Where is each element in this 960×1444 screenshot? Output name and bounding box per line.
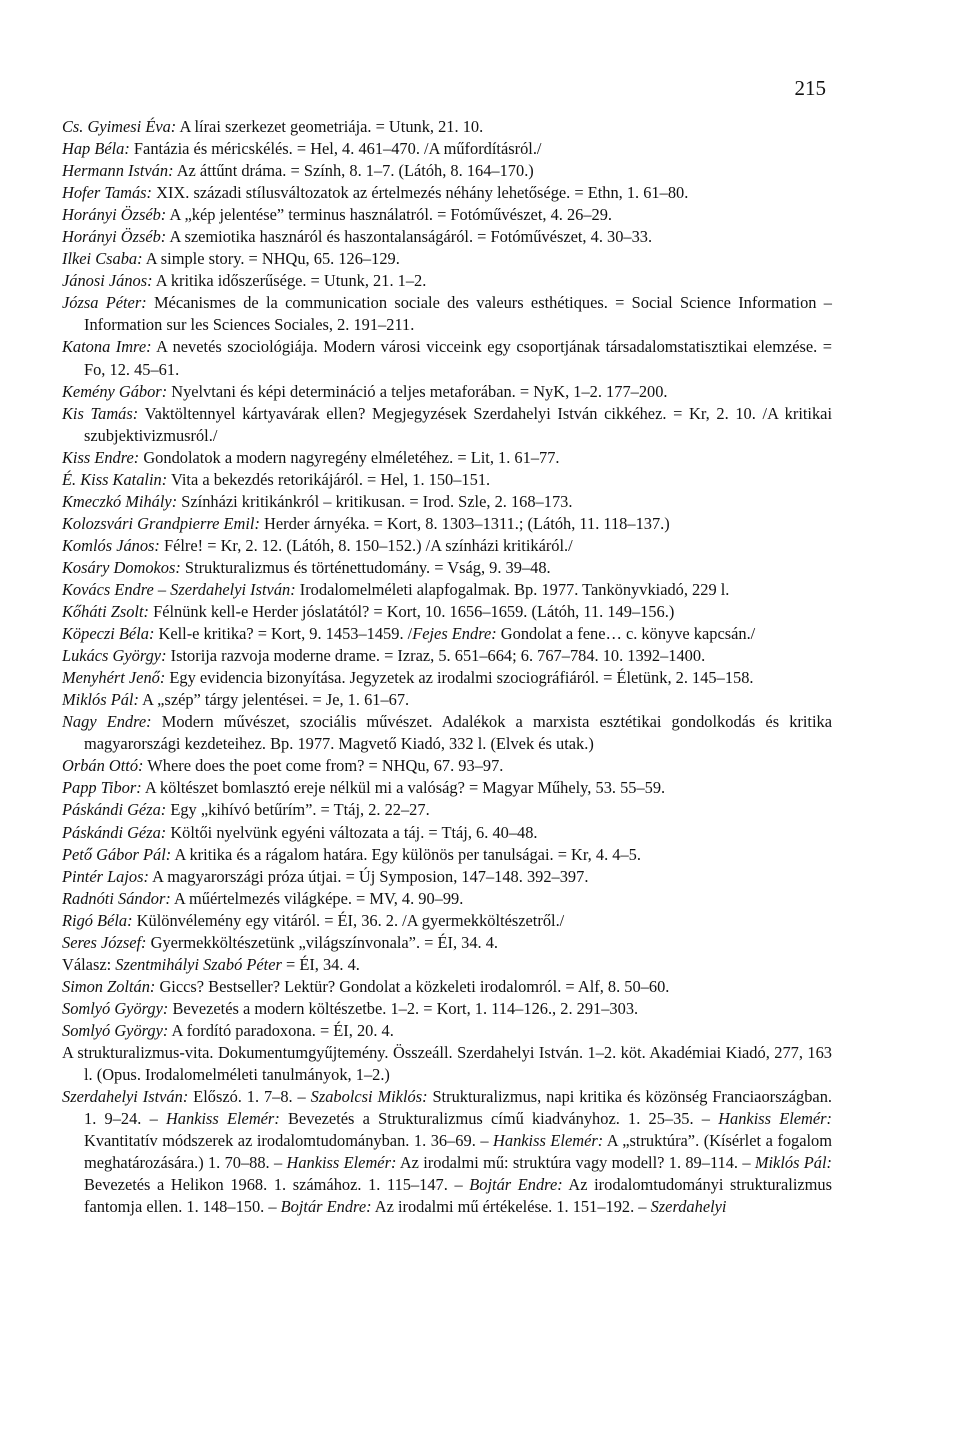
entry-author: Józsa Péter: — [62, 293, 147, 313]
bibliography-entry — [62, 160, 832, 182]
entry-text: Félre! = Kr, 2. 12. (Látóh, 8. 150–152.) /A színházi kritikáról./ — [159, 535, 573, 555]
entry-author: Szentmihályi Szabó Péter — [115, 954, 282, 974]
bibliography-entry — [62, 1020, 832, 1042]
entry-text: A simple story. = NHQu, 65. 126–129. — [142, 249, 400, 269]
entry-text: Bevezetés a Strukturalizmus című kiadványhoz. 1. 25–35. – — [279, 1109, 719, 1129]
entry-text: A költészet bomlasztó ereje nélkül mi a valóság? = Magyar Műhely, 53. 55–59. — [141, 778, 666, 798]
entry-text: Egy „kihívó betűrím”. = Ttáj, 2. 22–27. — [166, 800, 430, 820]
entry-author: Kosáry Domokos: — [62, 557, 181, 577]
entry-text: Giccs? Bestseller? Lektür? Gondolat a közkeleti irodalomról. = Alf, 8. 50–60. — [155, 976, 670, 996]
entry-author: Kis Tamás: — [62, 403, 139, 423]
entry-text: Vita a bekezdés retorikájáról. = Hel, 1. 150–151. — [167, 469, 491, 489]
bibliography-entry — [62, 844, 832, 866]
entry-author: Hankiss Elemér: — [718, 1109, 832, 1129]
entry-author: Páskándi Géza: — [62, 822, 167, 842]
entry-author: Rigó Béla: — [62, 910, 133, 930]
entry-author: Miklós Pál: — [62, 690, 139, 710]
entry-text: Mécanismes de la communication sociale des valeurs esthétiques. = Social Science Information – Information sur les Sciences Sociales, 2. 191–211. — [84, 293, 832, 335]
entry-author: Katona Imre: — [62, 337, 152, 357]
entry-text: A műértelmezés világképe. = MV, 4. 90–99. — [170, 888, 464, 908]
entry-text: Kvantitatív módszerek az irodalomtudományban. 1. 36–69. – — [84, 1131, 494, 1151]
bibliography-entry — [62, 270, 832, 292]
entry-author: Kovács Endre – Szerdahelyi István: — [62, 579, 296, 599]
bibliography-entry — [62, 799, 832, 821]
entry-author: Jánosi János: — [62, 271, 153, 291]
entry-text: Költői nyelvünk egyéni változata a táj. = Ttáj, 6. 40–48. — [166, 822, 538, 842]
entry-author: Hankiss Elemér: — [493, 1131, 604, 1151]
entry-author: Horányi Özséb: — [62, 205, 167, 225]
entry-author: Orbán Ottó: — [62, 756, 144, 776]
entry-text: Különvélemény egy vitáról. = ÉI, 36. 2. /A gyermekköltészetről./ — [132, 910, 565, 930]
entry-author: Szabolcsi Miklós: — [310, 1087, 428, 1107]
entry-author: Kemény Gábor: — [62, 381, 168, 401]
entry-author: Menyhért Jenő: — [62, 668, 166, 688]
bibliography-entry — [62, 403, 832, 447]
bibliography-entry — [62, 336, 832, 380]
entry-text: A „szép” tárgy jelentései. = Je, 1. 61–67. — [138, 690, 410, 710]
entry-author: Bojtár Endre: — [280, 1197, 372, 1217]
entry-author: Szerdahelyi István: — [62, 1087, 189, 1107]
entry-text: Where does the poet come from? = NHQu, 67. 93–97. — [143, 756, 504, 776]
entry-author: Pintér Lajos: — [62, 866, 149, 886]
bibliography-entry — [62, 491, 832, 513]
entry-text: XIX. századi stílusváltozatok az értelmezés néhány lehetősége. = Ethn, 1. 61–80. — [152, 183, 689, 203]
bibliography-entry — [62, 689, 832, 711]
entry-text: = ÉI, 34. 4. — [281, 954, 360, 974]
bibliography-entry — [62, 998, 832, 1020]
entry-text: Istorija razvoja moderne drame. = Izraz, 5. 651–664; 6. 767–784. 10. 1392–1400. — [166, 646, 706, 666]
entry-author: Szerdahelyi — [650, 1197, 727, 1217]
entry-author: Bojtár Endre: — [469, 1175, 563, 1195]
entry-author: Hankiss Elemér: — [286, 1153, 397, 1173]
bibliography-entry — [62, 866, 832, 888]
entry-author: Kiss Endre: — [62, 447, 140, 467]
entry-author: Somlyó György: — [62, 998, 169, 1018]
bibliography-entry — [62, 381, 832, 403]
bibliography-entry — [62, 822, 832, 844]
entry-author: Seres József: — [62, 932, 147, 952]
entry-text: Fantázia és méricskélés. = Hel, 4. 461–470. /A műfordításról./ — [129, 139, 542, 159]
entry-author: Hofer Tamás: — [62, 183, 153, 203]
bibliography-entry — [62, 623, 832, 645]
entry-text: Strukturalizmus, napi kritika és közönség Franciaországban. 1. 9–24. – — [84, 1087, 832, 1129]
entry-text: A fordító paradoxona. = ÉI, 20. 4. — [168, 1020, 394, 1040]
entry-text: Egy evidencia bizonyítása. Jegyzetek az irodalmi szociográfiáról. = Életünk, 2. 145–158. — [165, 668, 754, 688]
entry-author: Köpeczi Béla: — [62, 624, 155, 644]
entry-text: Bevezetés a Helikon 1968. 1. számához. 1. 115–147. – — [84, 1175, 470, 1195]
bibliography-entry — [62, 888, 832, 910]
entry-text: Előszó. 1. 7–8. – — [188, 1087, 311, 1107]
bibliography-entry — [62, 976, 832, 998]
bibliography-entry — [62, 226, 832, 248]
entry-text: Válasz: — [62, 954, 116, 974]
bibliography-entry — [62, 777, 832, 799]
entry-text: A nevetés szociológiája. Modern városi vicceink egy csoportjának társadalomstatisztikai elemzése. = Fo, 12. 45–61. — [84, 337, 832, 379]
bibliography-entry — [62, 138, 832, 160]
entry-text: Az irodalmi mű értékelése. 1. 151–192. – — [371, 1197, 651, 1217]
entry-author: Hankiss Elemér: — [165, 1109, 280, 1129]
bibliography-entry — [62, 513, 832, 535]
entry-author: Miklós Pál: — [754, 1153, 832, 1173]
entry-author: Ilkei Csaba: — [62, 249, 143, 269]
entry-author: Simon Zoltán: — [62, 976, 156, 996]
entry-text: Irodalomelméleti alapfogalmak. Bp. 1977. Tankönyvkiadó, 229 l. — [295, 579, 730, 599]
entry-author: Hermann István: — [62, 161, 174, 181]
entry-text: Gondolatok a modern nagyregény elméletéhez. = Lit, 1. 61–77. — [139, 447, 560, 467]
entry-author: Páskándi Géza: — [62, 800, 167, 820]
entry-text: A lírai szerkezet geometriája. = Utunk, 21. 10. — [176, 117, 484, 136]
entry-author: Kőháti Zsolt: — [62, 602, 149, 622]
bibliography-entry — [62, 116, 832, 138]
bibliography-list — [62, 116, 832, 1218]
bibliography-entry — [62, 711, 832, 755]
entry-author: Horányi Özséb: — [62, 227, 167, 247]
bibliography-entry — [62, 292, 832, 336]
entry-author: Komlós János: — [62, 535, 160, 555]
entry-text: A „struktúra”. (Kísérlet a fogalom meghatározására.) 1. 70–88. – — [84, 1131, 833, 1173]
entry-text: A szemiotika hasznáról és haszontalanságáról. = Fotóművészet, 4. 30–33. — [166, 227, 653, 247]
bibliography-entry — [62, 667, 832, 689]
bibliography-entry — [62, 1042, 832, 1086]
entry-text: A kritika és a rágalom határa. Egy különös per tanulságai. = Kr, 4. 4–5. — [171, 844, 641, 864]
bibliography-entry — [62, 755, 832, 777]
entry-text: Vaktöltennyel kártyavárak ellen? Megjegyzések Szerdahelyi István cikkéhez. = Kr, 2. 10. /A kritikai szubjektivizmusról./ — [84, 403, 832, 445]
entry-text: Színházi kritikánkról – kritikusan. = Irod. Szle, 2. 168–173. — [177, 491, 573, 511]
bibliography-entry — [62, 1086, 832, 1218]
entry-author: Somlyó György: — [62, 1020, 169, 1040]
entry-text: Modern művészet, szociális művészet. Adalékok a marxista esztétikai gondolkodás és kritika magyarországi kezdeteihez. Bp. 1977. Magvető Kiadó, 332 l. (Elvek és utak.) — [84, 712, 832, 754]
page-number: 215 — [794, 76, 826, 100]
entry-text: Az irodalomtudományi strukturalizmus fantomja ellen. 1. 148–150. – — [84, 1175, 832, 1217]
bibliography-entry — [62, 645, 832, 667]
entry-author: Fejes Endre: — [412, 624, 497, 644]
entry-text: Félnünk kell-e Herder jóslatától? = Kort, 10. 1656–1659. (Látóh, 11. 149–156.) — [148, 602, 675, 622]
entry-author: Nagy Endre: — [62, 712, 152, 732]
bibliography-entry — [62, 579, 832, 601]
entry-author: Hap Béla: — [62, 139, 130, 159]
entry-text: Bevezetés a modern költészetbe. 1–2. = Kort, 1. 114–126., 2. 291–303. — [168, 998, 639, 1018]
bibliography-entry — [62, 182, 832, 204]
entry-text: Gyermekköltészetünk „világszínvonala”. = ÉI, 34. 4. — [146, 932, 499, 952]
entry-author: Papp Tibor: — [62, 778, 142, 798]
bibliography-entry — [62, 932, 832, 954]
bibliography-entry — [62, 557, 832, 579]
bibliography-entry — [62, 204, 832, 226]
bibliography-entry — [62, 248, 832, 270]
entry-text: Strukturalizmus és történettudomány. = Vság, 9. 39–48. — [180, 557, 551, 577]
bibliography-entry — [62, 469, 832, 491]
entry-author: Cs. Gyimesi Éva: — [62, 117, 177, 136]
bibliography-entry — [62, 535, 832, 557]
bibliography-entry — [62, 910, 832, 932]
entry-author: Kolozsvári Grandpierre Emil: — [62, 513, 260, 533]
entry-text: A kritika időszerűsége. = Utunk, 21. 1–2. — [152, 271, 427, 291]
entry-text: Az irodalmi mű: struktúra vagy modell? 1. 89–114. – — [396, 1153, 755, 1173]
entry-text: A magyarországi próza útjai. = Új Symposion, 147–148. 392–397. — [148, 866, 589, 886]
entry-author: Lukács György: — [62, 646, 167, 666]
entry-author: Radnóti Sándor: — [62, 888, 171, 908]
entry-text: Kell-e kritika? = Kort, 9. 1453–1459. / — [154, 624, 413, 644]
entry-text: Nyelvtani és képi determináció a teljes metaforában. = NyK, 1–2. 177–200. — [167, 381, 668, 401]
entry-author: Pető Gábor Pál: — [62, 844, 172, 864]
entry-text: A strukturalizmus-vita. Dokumentumgyűjtemény. Összeáll. Szerdahelyi István. 1–2. köt. Akadémiai Kiadó, 277, 163 l. (Opus. Irodalomelméleti tanulmányok, 1–2.) — [62, 1042, 832, 1085]
bibliography-entry — [62, 447, 832, 469]
bibliography-entry — [62, 954, 832, 976]
entry-author: É. Kiss Katalin: — [62, 469, 168, 489]
entry-author: Kmeczkó Mihály: — [62, 491, 178, 511]
bibliography-entry — [62, 601, 832, 623]
entry-text: Az áttűnt dráma. = Szính, 8. 1–7. (Látóh, 8. 164–170.) — [173, 161, 534, 181]
entry-text: A „kép jelentése” terminus használatról. = Fotóművészet, 4. 26–29. — [166, 205, 613, 225]
entry-text: Gondolat a fene… c. könyve kapcsán./ — [496, 624, 756, 644]
entry-text: Herder árnyéka. = Kort, 8. 1303–1311.; (Látóh, 11. 118–137.) — [259, 513, 670, 533]
